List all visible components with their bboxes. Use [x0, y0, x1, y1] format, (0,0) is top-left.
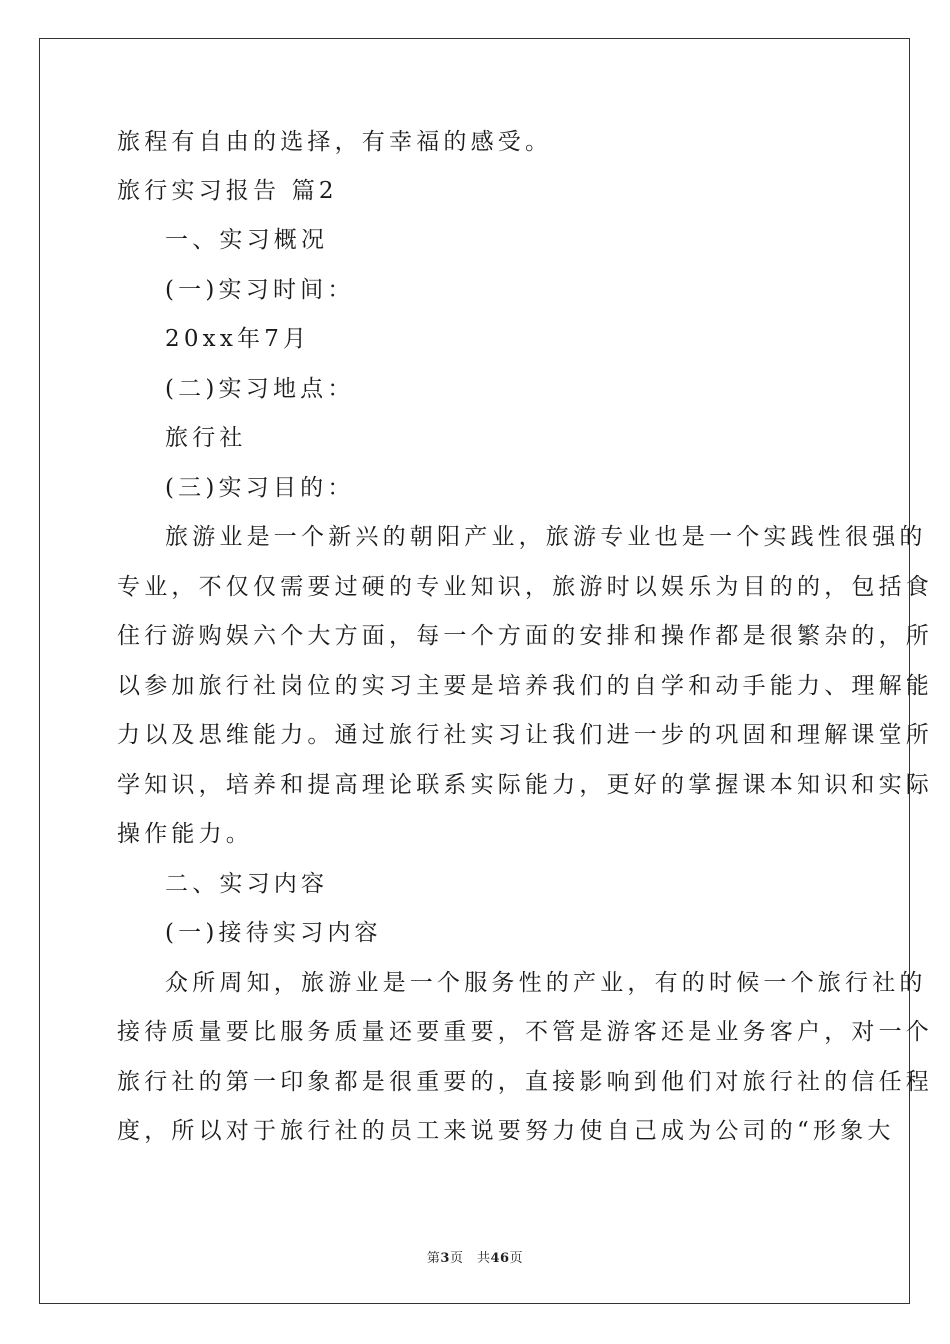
paragraph-line: 20xx年7月	[165, 326, 311, 352]
paragraph-line: 旅程有自由的选择，有幸福的感受。	[117, 129, 553, 155]
total-pages-number: 46	[490, 1251, 510, 1266]
paragraph-line: 力以及思维能力。通过旅行社实习让我们进一步的巩固和理解课堂所	[117, 722, 933, 748]
subheading-line: (二)实习地点：	[165, 376, 355, 402]
paragraph-line: 以参加旅行社岗位的实习主要是培养我们的自学和动手能力、理解能	[117, 673, 933, 699]
paragraph-line: 学知识，培养和提高理论联系实际能力，更好的掌握课本知识和实际	[117, 772, 933, 798]
current-page-number: 3	[440, 1251, 450, 1266]
paragraph-line: 旅游业是一个新兴的朝阳产业，旅游专业也是一个实践性很强的	[165, 524, 927, 550]
footer-prefix: 第	[426, 1251, 441, 1266]
page-footer	[0, 1247, 950, 1266]
paragraph-line: 度，所以对于旅行社的员工来说要努力使自己成为公司的“形象大	[117, 1118, 895, 1144]
subheading-line: (一)接待实习内容	[165, 920, 382, 946]
paragraph-line: 住行游购娱六个大方面，每一个方面的安排和操作都是很繁杂的，所	[117, 623, 933, 649]
heading-line: 一、实习概况	[165, 227, 329, 253]
section-heading: 旅行实习报告 篇2	[117, 178, 338, 204]
footer-suffix: 页	[509, 1251, 524, 1266]
paragraph-line: 旅行社的第一印象都是很重要的，直接影响到他们对旅行社的信任程	[117, 1069, 933, 1095]
footer-middle: 页 共	[449, 1251, 491, 1266]
heading-line: 二、实习内容	[165, 871, 329, 897]
paragraph-line: 众所周知，旅游业是一个服务性的产业，有的时候一个旅行社的	[165, 970, 927, 996]
paragraph-line: 接待质量要比服务质量还要重要，不管是游客还是业务客户，对一个	[117, 1019, 933, 1045]
paragraph-line: 专业，不仅仅需要过硬的专业知识，旅游时以娱乐为目的的，包括食	[117, 574, 933, 600]
subheading-line: (一)实习时间：	[165, 277, 355, 303]
subheading-line: (三)实习目的：	[165, 475, 355, 501]
paragraph-line: 操作能力。	[117, 821, 253, 847]
paragraph-line: 旅行社	[165, 425, 247, 451]
